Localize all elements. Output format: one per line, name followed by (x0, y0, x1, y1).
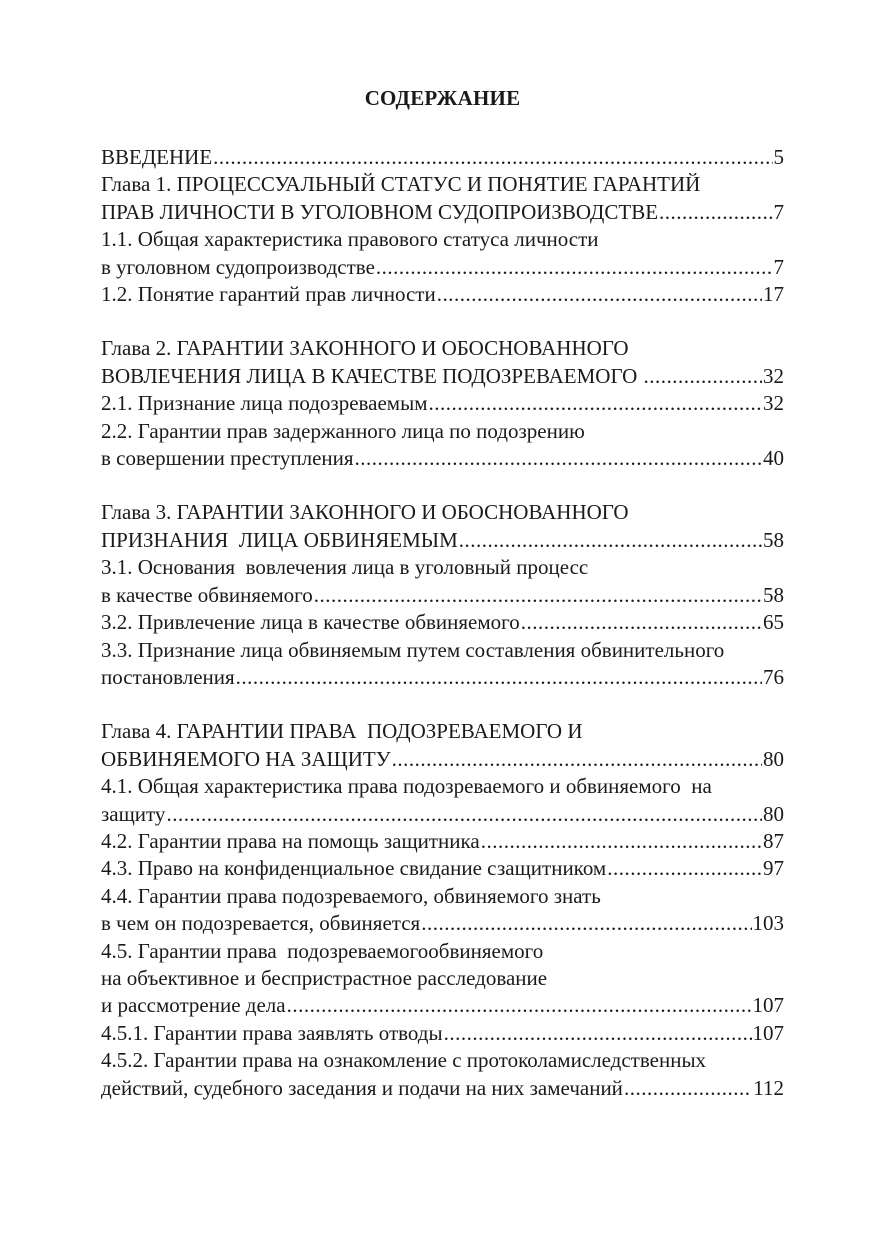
toc-section-1-2[interactable]: 1.2. Понятие гарантий прав личности ..... 17 (101, 281, 784, 308)
dot-leader (376, 254, 773, 281)
page-number: 97 (763, 856, 784, 881)
toc-section-4-5-line-1[interactable]: 4.5. Гарантии права подозреваемогообвиняемого (101, 938, 544, 963)
page-number: 76 (763, 664, 784, 689)
dot-leader (314, 582, 762, 609)
page-number: 17 (763, 282, 784, 307)
toc-section-4-5-line-3[interactable]: и рассмотрение дела ..... 107 (101, 992, 784, 1019)
dot-leader (521, 609, 762, 636)
toc-section-1-1-line-1[interactable]: 1.1. Общая характеристика правового статуса личности (101, 227, 599, 252)
toc-section-4-5-2-line-1[interactable]: 4.5.2. Гарантии права на ознакомление с протоколамиследственных (101, 1048, 707, 1073)
page-number: 32 (763, 391, 784, 416)
dot-leader (481, 828, 762, 855)
toc-section-4-5-1[interactable]: 4.5.1. Гарантии права заявлять отводы ..... 107 (101, 1020, 784, 1047)
toc-chapter-1-line-2[interactable]: ПРАВ ЛИЧНОСТИ В УГОЛОВНОМ СУДОПРОИЗВОДСТВЕ ..... 7 (101, 199, 784, 226)
dot-leader (392, 746, 762, 773)
toc-entry-intro[interactable] (101, 144, 784, 171)
page-number: 80 (763, 746, 784, 771)
toc-section-4-4-line-2[interactable]: в чем он подозревается, обвиняется ..... 103 (101, 910, 784, 937)
toc-chapter-3-line-1[interactable]: Глава 3. ГАРАНТИИ ЗАКОННОГО И ОБОСНОВАННОГО (101, 500, 629, 525)
toc-section-3-2[interactable]: 3.2. Привлечение лица в качестве обвиняемого ..... 65 (101, 609, 784, 636)
dot-leader (644, 363, 763, 390)
dot-leader (624, 1075, 752, 1102)
dot-leader (287, 992, 752, 1019)
toc-section-3-1-line-2[interactable]: в качестве обвиняемого ..... 58 (101, 582, 784, 609)
dot-leader (444, 1020, 752, 1047)
dot-leader (166, 801, 762, 828)
toc-section-4-2[interactable]: 4.2. Гарантии права на помощь защитника ..... 87 (101, 828, 784, 855)
section-gap (101, 691, 784, 718)
page-number: 7 (773, 199, 784, 224)
toc-chapter-2-line-2[interactable]: ВОВЛЕЧЕНИЯ ЛИЦА В КАЧЕСТВЕ ПОДОЗРЕВАЕМОГО ..... 32 (101, 363, 784, 390)
page-number: 112 (753, 1075, 784, 1100)
page-number: 80 (763, 801, 784, 826)
toc-chapter-3-line-2[interactable]: ПРИЗНАНИЯ ЛИЦА ОБВИНЯЕМЫМ ..... 58 (101, 527, 784, 554)
toc-section-2-2-line-2[interactable]: в совершении преступления ..... 40 (101, 445, 784, 472)
dot-leader (236, 664, 762, 691)
toc-section-4-4-line-1[interactable]: 4.4. Гарантии права подозреваемого, обвиняемого знать (101, 883, 601, 908)
toc-section-1-1-line-2[interactable]: в уголовном судопроизводстве ..... 7 (101, 254, 784, 281)
toc-section-4-5-2-line-2[interactable]: действий, судебного заседания и подачи на них замечаний ..... 112 (101, 1075, 784, 1102)
dot-leader (428, 390, 762, 417)
dot-leader (437, 281, 762, 308)
toc-section-4-5-line-2[interactable]: на объективное и беспристрастное расследование (101, 965, 548, 990)
page-number: 107 (752, 1020, 784, 1045)
toc-chapter-2-line-1[interactable]: Глава 2. ГАРАНТИИ ЗАКОННОГО И ОБОСНОВАННОГО (101, 336, 629, 361)
page-number: 32 (763, 363, 784, 388)
page-number: 5 (773, 145, 784, 169)
toc-section-3-1-line-1[interactable]: 3.1. Основания вовлечения лица в уголовный процесс (101, 555, 589, 580)
dot-leader (355, 445, 762, 472)
dot-leader (607, 855, 762, 882)
page-number: 103 (752, 911, 784, 936)
toc-chapter-1-line-1[interactable]: Глава 1. ПРОЦЕССУАЛЬНЫЙ СТАТУС И ПОНЯТИЕ ГАРАНТИЙ (101, 172, 701, 197)
section-gap (101, 472, 784, 499)
toc-section-2-1[interactable]: 2.1. Признание лица подозреваемым ..... 32 (101, 390, 784, 417)
page-number: 58 (763, 527, 784, 552)
page-number: 65 (763, 610, 784, 635)
toc-section-4-1-line-1[interactable]: 4.1. Общая характеристика права подозреваемого и обвиняемого на (101, 774, 712, 799)
page-number: 40 (763, 446, 784, 471)
page-number: 7 (773, 254, 784, 279)
toc-section-4-1-line-2[interactable]: защиту ..... 80 (101, 801, 784, 828)
toc-page (101, 84, 784, 1102)
page-number: 107 (752, 993, 784, 1018)
toc-section-3-3-line-1[interactable]: 3.3. Признание лица обвиняемым путем составления обвинительного (101, 637, 725, 662)
page-number: 87 (763, 828, 784, 853)
toc-chapter-4-line-2[interactable]: ОБВИНЯЕМОГО НА ЗАЩИТУ ..... 80 (101, 746, 784, 773)
table-of-contents (101, 144, 784, 1102)
toc-section-3-3-line-2[interactable]: постановления ..... 76 (101, 664, 784, 691)
toc-section-4-3[interactable]: 4.3. Право на конфиденциальное свидание сзащитником ..... 97 (101, 855, 784, 882)
page-title: СОДЕРЖАНИЕ (364, 86, 521, 110)
dot-leader (213, 144, 772, 171)
section-gap (101, 308, 784, 335)
page-number: 58 (763, 582, 784, 607)
toc-chapter-4-line-1[interactable]: Глава 4. ГАРАНТИИ ПРАВА ПОДОЗРЕВАЕМОГО И (101, 719, 583, 744)
dot-leader (459, 527, 762, 554)
toc-section-2-2-line-1[interactable]: 2.2. Гарантии прав задержанного лица по подозрению (101, 418, 585, 443)
toc-entry-text: ВВЕДЕНИЕ (101, 145, 213, 169)
dot-leader (659, 199, 772, 226)
dot-leader (421, 910, 751, 937)
